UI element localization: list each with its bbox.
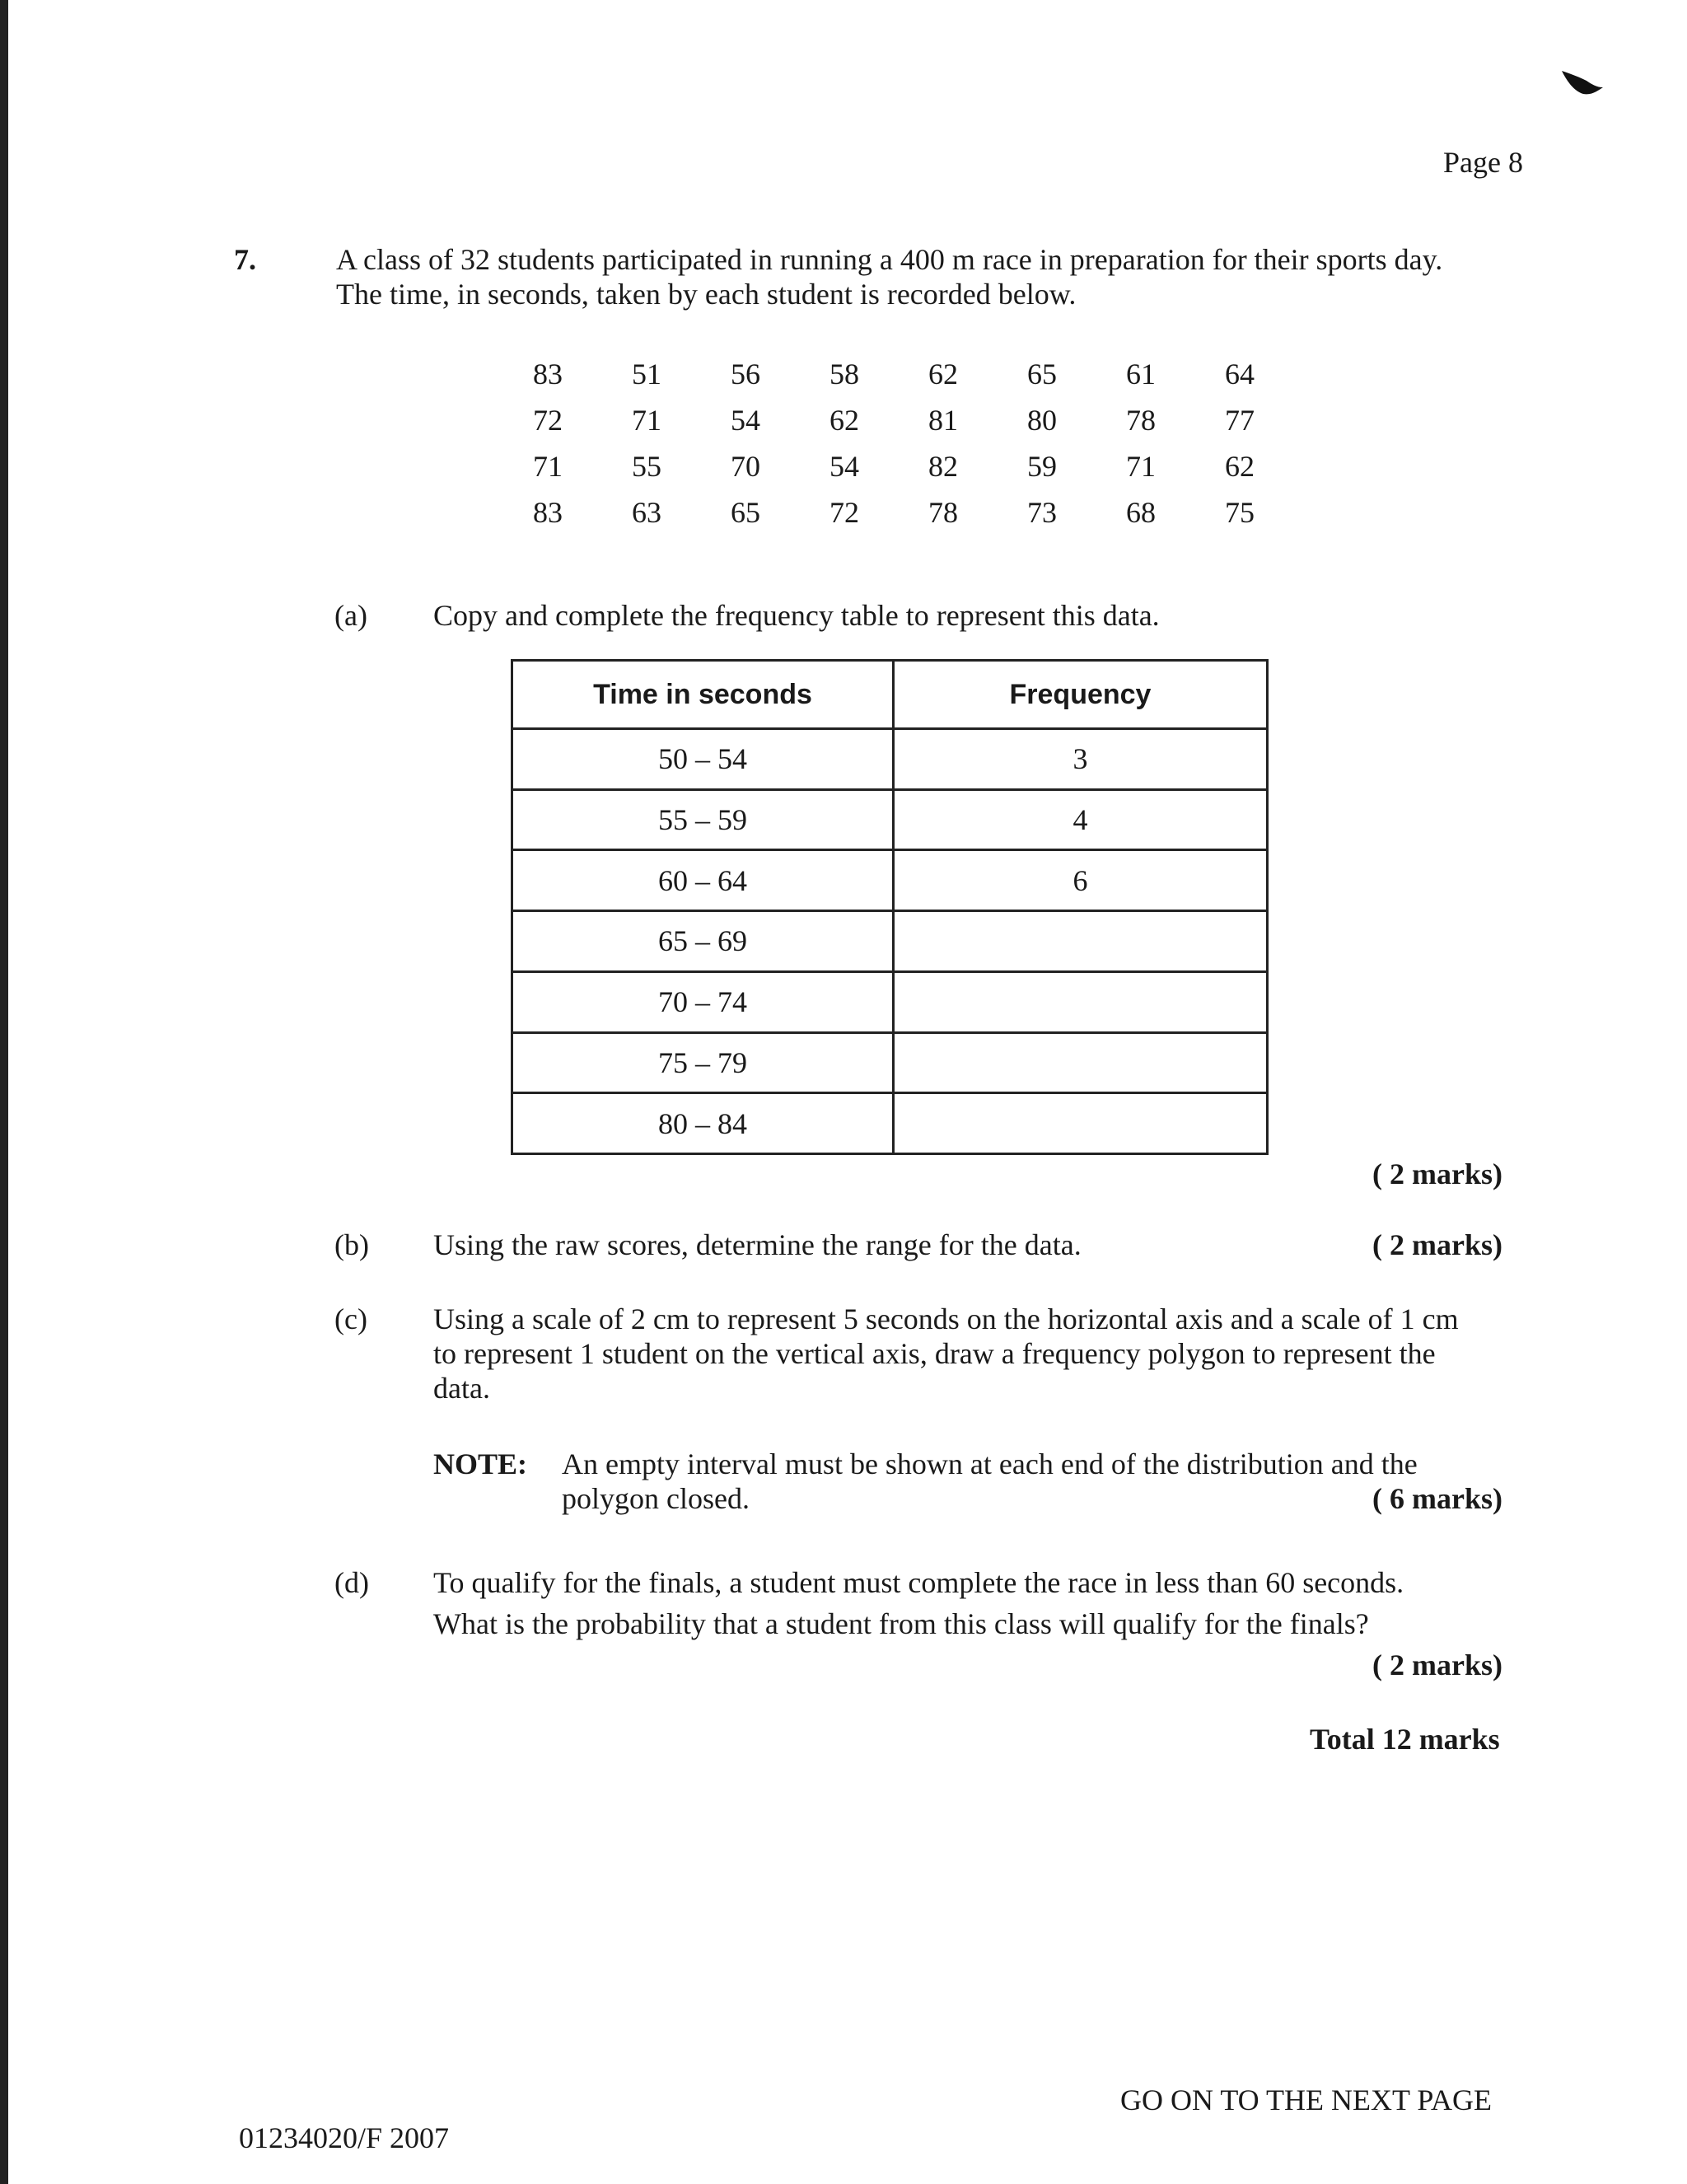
raw-value: 83 — [533, 496, 563, 529]
part-a-text: Copy and complete the frequency table to represent this data. — [433, 599, 1160, 632]
raw-value: 62 — [829, 404, 859, 437]
time-interval-cell: 60 – 64 — [512, 850, 894, 911]
raw-value: 55 — [632, 450, 661, 483]
question-number: 7. — [234, 243, 256, 276]
column-header-frequency: Frequency — [894, 661, 1268, 729]
raw-value: 65 — [731, 496, 760, 529]
raw-value: 78 — [1126, 404, 1156, 437]
frequency-cell — [894, 971, 1268, 1032]
raw-value: 71 — [533, 450, 563, 483]
scan-left-edge — [0, 0, 8, 2184]
part-d-line-1: To qualify for the finals, a student must complete the race in less than 60 seconds. — [433, 1566, 1404, 1599]
table-row — [512, 1032, 1268, 1093]
total-marks: Total 12 marks — [1310, 1723, 1500, 1756]
raw-value: 82 — [928, 450, 958, 483]
part-d-marks: ( 2 marks) — [1372, 1649, 1502, 1681]
part-b-label: (b) — [334, 1228, 369, 1261]
raw-value: 70 — [731, 450, 760, 483]
question-intro-line-1: A class of 32 students participated in running a 400 m race in preparation for their sports day. — [336, 243, 1443, 276]
time-interval-cell: 50 – 54 — [512, 729, 894, 790]
ink-mark-icon — [1558, 66, 1605, 101]
frequency-table — [511, 659, 1269, 1155]
part-b-marks: ( 2 marks) — [1372, 1228, 1502, 1261]
part-a-marks: ( 2 marks) — [1372, 1157, 1502, 1190]
page-number: Page 8 — [1443, 146, 1523, 179]
frequency-cell — [894, 1093, 1268, 1154]
note-line-2: polygon closed. — [562, 1482, 750, 1515]
raw-value: 54 — [829, 450, 859, 483]
table-row — [512, 789, 1268, 850]
part-d-line-2: What is the probability that a student from this class will qualify for the finals? — [433, 1607, 1369, 1640]
raw-value: 61 — [1126, 358, 1156, 391]
raw-data-row — [511, 489, 1269, 535]
question-intro-line-2: The time, in seconds, taken by each student is recorded below. — [336, 278, 1077, 311]
raw-value: 73 — [1027, 496, 1057, 529]
frequency-cell: 6 — [894, 850, 1268, 911]
part-c-line-1: Using a scale of 2 cm to represent 5 seconds on the horizontal axis and a scale of 1 cm — [433, 1302, 1459, 1335]
table-row — [512, 1093, 1268, 1154]
raw-value: 51 — [632, 358, 661, 391]
time-interval-cell: 70 – 74 — [512, 971, 894, 1032]
frequency-cell: 3 — [894, 729, 1268, 790]
raw-value: 78 — [928, 496, 958, 529]
note-line-1: An empty interval must be shown at each end of the distribution and the — [562, 1447, 1418, 1480]
table-row — [512, 729, 1268, 790]
raw-value: 64 — [1225, 358, 1255, 391]
frequency-cell — [894, 911, 1268, 972]
raw-value: 56 — [731, 358, 760, 391]
table-row — [512, 971, 1268, 1032]
table-header-row — [512, 661, 1268, 729]
raw-value: 63 — [632, 496, 661, 529]
go-on-next-page: GO ON TO THE NEXT PAGE — [1120, 2083, 1493, 2116]
raw-value: 54 — [731, 404, 760, 437]
raw-value: 72 — [533, 404, 563, 437]
part-c-marks: ( 6 marks) — [1372, 1482, 1502, 1515]
raw-data-row — [511, 443, 1269, 489]
part-c-line-3: data. — [433, 1372, 490, 1405]
raw-value: 77 — [1225, 404, 1255, 437]
raw-value: 72 — [829, 496, 859, 529]
raw-value: 80 — [1027, 404, 1057, 437]
part-c-line-2: to represent 1 student on the vertical axis, draw a frequency polygon to represent the — [433, 1337, 1436, 1370]
raw-value: 83 — [533, 358, 563, 391]
part-d-label: (d) — [334, 1566, 369, 1599]
time-interval-cell: 65 – 69 — [512, 911, 894, 972]
part-b-text: Using the raw scores, determine the range for the data. — [433, 1228, 1082, 1261]
time-interval-cell: 55 – 59 — [512, 789, 894, 850]
frequency-cell — [894, 1032, 1268, 1093]
table-row — [512, 850, 1268, 911]
raw-value: 65 — [1027, 358, 1057, 391]
raw-data-row — [511, 397, 1269, 443]
time-interval-cell: 75 – 79 — [512, 1032, 894, 1093]
table-row — [512, 911, 1268, 972]
raw-value: 68 — [1126, 496, 1156, 529]
frequency-cell: 4 — [894, 789, 1268, 850]
raw-value: 59 — [1027, 450, 1057, 483]
part-c-label: (c) — [334, 1302, 367, 1335]
raw-value: 71 — [1126, 450, 1156, 483]
raw-value: 81 — [928, 404, 958, 437]
part-a-label: (a) — [334, 599, 367, 632]
raw-value: 75 — [1225, 496, 1255, 529]
raw-data-row — [511, 351, 1269, 397]
column-header-time: Time in seconds — [512, 661, 894, 729]
raw-value: 62 — [1225, 450, 1255, 483]
paper-code: 01234020/F 2007 — [239, 2121, 450, 2154]
note-label: NOTE: — [433, 1447, 528, 1480]
raw-value: 71 — [632, 404, 661, 437]
raw-value: 58 — [829, 358, 859, 391]
raw-value: 62 — [928, 358, 958, 391]
time-interval-cell: 80 – 84 — [512, 1093, 894, 1154]
